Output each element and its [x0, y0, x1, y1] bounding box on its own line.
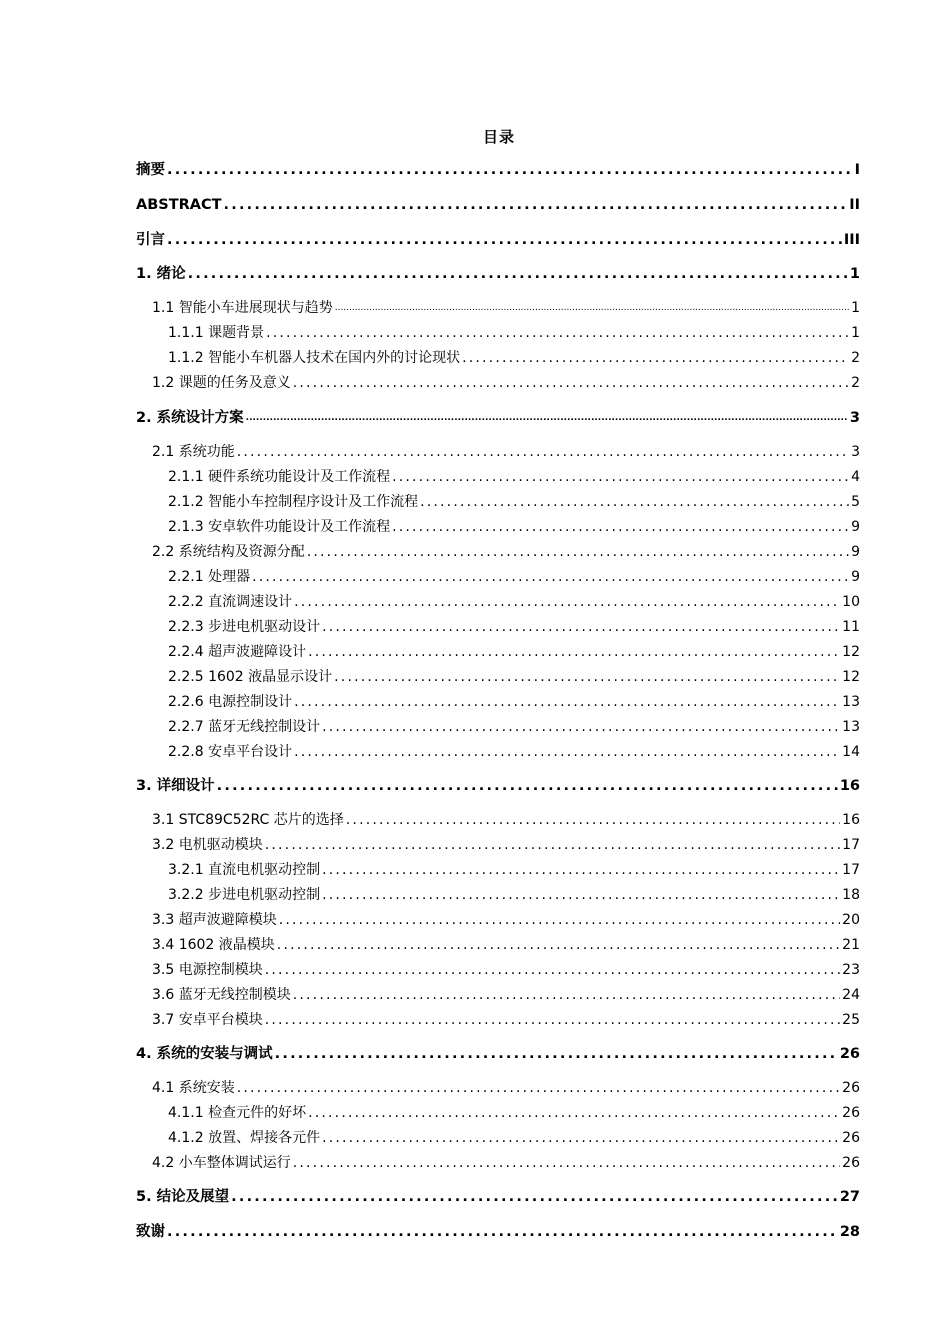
toc-entry-page-number: 18 — [842, 887, 860, 903]
toc-entry-label: 3.5 电源控制模块 — [152, 962, 263, 978]
toc-entry-label: 4.1.2 放置、焊接各元件 — [168, 1130, 321, 1146]
toc-entry — [168, 467, 860, 487]
toc-entry-label: 2.2.6 电源控制设计 — [168, 694, 293, 710]
toc-title: 目录 — [482, 128, 515, 146]
toc-dot-leader — [279, 910, 840, 930]
toc-entry — [168, 692, 860, 712]
toc-entry-page-number: 3 — [849, 410, 860, 426]
toc-entry — [152, 960, 860, 980]
toc-dot-leader — [277, 935, 840, 955]
toc-dot-leader — [308, 1103, 840, 1123]
toc-entry-page-number: 1 — [851, 300, 860, 316]
toc-entry-page-number: 2 — [851, 375, 860, 391]
toc-dot-leader — [294, 592, 840, 612]
toc-entry — [168, 567, 860, 587]
toc-entry-label: 引言 — [136, 232, 165, 248]
toc-entry-label: 2.2.8 安卓平台设计 — [168, 744, 293, 760]
toc-dot-leader — [294, 742, 840, 762]
toc-entry-label: 2.2 系统结构及资源分配 — [152, 544, 305, 560]
toc-entry-label: 3.7 安卓平台模块 — [152, 1012, 263, 1028]
toc-entry-page-number: 16 — [842, 812, 860, 828]
toc-entry — [168, 517, 860, 537]
toc-entry — [136, 230, 860, 250]
toc-entry — [136, 195, 860, 215]
toc-entry-label: 摘要 — [136, 162, 165, 178]
toc-dot-leader — [265, 835, 840, 855]
toc-entry-label: 4.1.1 检查元件的好坏 — [168, 1105, 307, 1121]
toc-dot-leader — [237, 442, 849, 462]
toc-entry-label: 2. 系统设计方案 — [136, 410, 244, 426]
toc-entry — [168, 323, 860, 343]
toc-entry-label: 3.2.1 直流电机驱动控制 — [168, 862, 321, 878]
toc-entry-page-number: 17 — [842, 862, 860, 878]
toc-entry-page-number: II — [849, 197, 860, 213]
toc-entry-page-number: 14 — [842, 744, 860, 760]
toc-dot-leader — [420, 492, 849, 512]
toc-entry-page-number: 21 — [842, 937, 860, 953]
toc-dot-leader — [346, 810, 840, 830]
toc-dot-leader — [266, 323, 849, 343]
toc-entry-page-number: 9 — [851, 569, 860, 585]
toc-entry-label: 4.2 小车整体调试运行 — [152, 1155, 291, 1171]
toc-dot-leader — [167, 160, 853, 180]
toc-entry-label: 2.1.1 硬件系统功能设计及工作流程 — [168, 469, 391, 485]
toc-dot-leader — [217, 776, 838, 796]
toc-dot-leader — [293, 985, 840, 1005]
toc-entry-page-number: 11 — [842, 619, 860, 635]
toc-entry — [152, 835, 860, 855]
toc-entry-page-number: 25 — [842, 1012, 860, 1028]
toc-entry-label: 3.1 STC89C52RC 芯片的选择 — [152, 812, 344, 828]
toc-entry-page-number: 13 — [842, 694, 860, 710]
toc-entry-page-number: 4 — [851, 469, 860, 485]
toc-entry — [168, 885, 860, 905]
toc-entry-label: 2.2.7 蓝牙无线控制设计 — [168, 719, 321, 735]
toc-dot-leader — [334, 667, 840, 687]
toc-entry-page-number: 24 — [842, 987, 860, 1003]
toc-entry-page-number: 12 — [842, 644, 860, 660]
toc-dot-leader — [322, 885, 840, 905]
toc-entry-page-number: 16 — [839, 778, 860, 794]
toc-entry — [152, 1153, 860, 1173]
toc-entry-label: 2.2.2 直流调速设计 — [168, 594, 293, 610]
toc-dot-leader — [322, 617, 840, 637]
toc-entry-page-number: I — [854, 162, 860, 178]
toc-dot-leader — [322, 1128, 840, 1148]
toc-dot-leader — [293, 1153, 840, 1173]
toc-dot-leader — [392, 467, 849, 487]
toc-dot-leader — [231, 1187, 838, 1207]
toc-dot-leader — [224, 195, 848, 215]
toc-entry-label: 1.1 智能小车进展现状与趋势 — [152, 300, 333, 316]
toc-entry — [152, 985, 860, 1005]
toc-entry — [168, 348, 860, 368]
toc-entry — [168, 667, 860, 687]
toc-entry-page-number: 26 — [842, 1155, 860, 1171]
toc-entry-page-number: 3 — [851, 444, 860, 460]
toc-dot-leader — [392, 517, 849, 537]
toc-entry — [152, 542, 860, 562]
toc-entry-page-number: 5 — [851, 494, 860, 510]
toc-dot-leader — [275, 1044, 838, 1064]
toc-entry — [168, 860, 860, 880]
toc-entry-label: 5. 结论及展望 — [136, 1189, 230, 1205]
toc-entry-page-number: 27 — [839, 1189, 860, 1205]
toc-entry-page-number: 2 — [851, 350, 860, 366]
toc-dot-leader — [307, 542, 849, 562]
toc-entry-label: 致谢 — [136, 1224, 165, 1240]
toc-entry-label: 2.2.3 步进电机驱动设计 — [168, 619, 321, 635]
toc-entry-page-number: 1 — [849, 266, 860, 282]
toc-entry-label: 2.1.3 安卓软件功能设计及工作流程 — [168, 519, 391, 535]
toc-dot-leader — [252, 567, 849, 587]
toc-entry — [152, 935, 860, 955]
toc-entry — [136, 264, 860, 284]
toc-entry — [136, 1044, 860, 1064]
toc-entry — [152, 298, 860, 318]
toc-entry-label: 3.2.2 步进电机驱动控制 — [168, 887, 321, 903]
toc-entry — [152, 810, 860, 830]
toc-entry-page-number: 20 — [842, 912, 860, 928]
toc-entry — [168, 1128, 860, 1148]
toc-dot-leader — [246, 408, 848, 428]
toc-entry-label: 2.1.2 智能小车控制程序设计及工作流程 — [168, 494, 419, 510]
toc-entry — [168, 642, 860, 662]
toc-entry — [152, 373, 860, 393]
toc-dot-leader — [294, 692, 840, 712]
toc-entry-page-number: 13 — [842, 719, 860, 735]
toc-entry-label: 3.2 电机驱动模块 — [152, 837, 263, 853]
toc-dot-leader — [322, 860, 840, 880]
toc-entry — [152, 1010, 860, 1030]
toc-entry-label: 3.6 蓝牙无线控制模块 — [152, 987, 291, 1003]
toc-entry-page-number: 9 — [851, 519, 860, 535]
toc-entry — [168, 592, 860, 612]
toc-entry-label: 2.2.5 1602 液晶显示设计 — [168, 669, 333, 685]
toc-entry-label: 3. 详细设计 — [136, 778, 215, 794]
toc-entry — [168, 1103, 860, 1123]
toc-entry — [152, 1078, 860, 1098]
toc-dot-leader — [335, 298, 849, 318]
toc-entry-page-number: 17 — [842, 837, 860, 853]
toc-dot-leader — [308, 642, 840, 662]
toc-entry-page-number: 1 — [851, 325, 860, 341]
toc-entry-label: 3.4 1602 液晶模块 — [152, 937, 275, 953]
toc-dot-leader — [322, 717, 840, 737]
toc-dot-leader — [265, 1010, 840, 1030]
toc-dot-leader — [293, 373, 849, 393]
toc-entry — [136, 160, 860, 180]
toc-entry-label: 1. 绪论 — [136, 266, 186, 282]
toc-entry-label: 1.2 课题的任务及意义 — [152, 375, 291, 391]
toc-entry-label: 2.1 系统功能 — [152, 444, 235, 460]
toc-entry-page-number: 26 — [842, 1080, 860, 1096]
toc-entry-label: 1.1.2 智能小车机器人技术在国内外的讨论现状 — [168, 350, 461, 366]
toc-entry-label: 4.1 系统安装 — [152, 1080, 235, 1096]
toc-entry — [168, 717, 860, 737]
toc-entry — [152, 910, 860, 930]
toc-entry-label: 2.2.4 超声波避障设计 — [168, 644, 307, 660]
toc-entry-page-number: 12 — [842, 669, 860, 685]
toc-entry-page-number: III — [843, 232, 860, 248]
toc-entry-page-number: 10 — [842, 594, 860, 610]
toc-entry — [168, 742, 860, 762]
toc-entry — [136, 1222, 860, 1242]
toc-entry-page-number: 23 — [842, 962, 860, 978]
toc-entry-label: 4. 系统的安装与调试 — [136, 1046, 273, 1062]
toc-entry-label: ABSTRACT — [136, 197, 222, 213]
toc-entry-label: 1.1.1 课题背景 — [168, 325, 265, 341]
toc-dot-leader — [265, 960, 840, 980]
toc-entry — [168, 492, 860, 512]
toc-entry-page-number: 26 — [842, 1105, 860, 1121]
toc-dot-leader — [188, 264, 848, 284]
toc-entry-label: 3.3 超声波避障模块 — [152, 912, 277, 928]
toc-entry-page-number: 9 — [851, 544, 860, 560]
toc-entry — [136, 1187, 860, 1207]
toc-entry — [168, 617, 860, 637]
toc-entry — [136, 408, 860, 428]
toc-entry-label: 2.2.1 处理器 — [168, 569, 251, 585]
toc-entry-page-number: 26 — [842, 1130, 860, 1146]
toc-dot-leader — [167, 1222, 838, 1242]
toc-dot-leader — [167, 230, 842, 250]
toc-entry-page-number: 26 — [839, 1046, 860, 1062]
toc-dot-leader — [462, 348, 849, 368]
toc-entry-page-number: 28 — [839, 1224, 860, 1240]
toc-dot-leader — [237, 1078, 840, 1098]
toc-entry — [136, 776, 860, 796]
toc-entry — [152, 442, 860, 462]
